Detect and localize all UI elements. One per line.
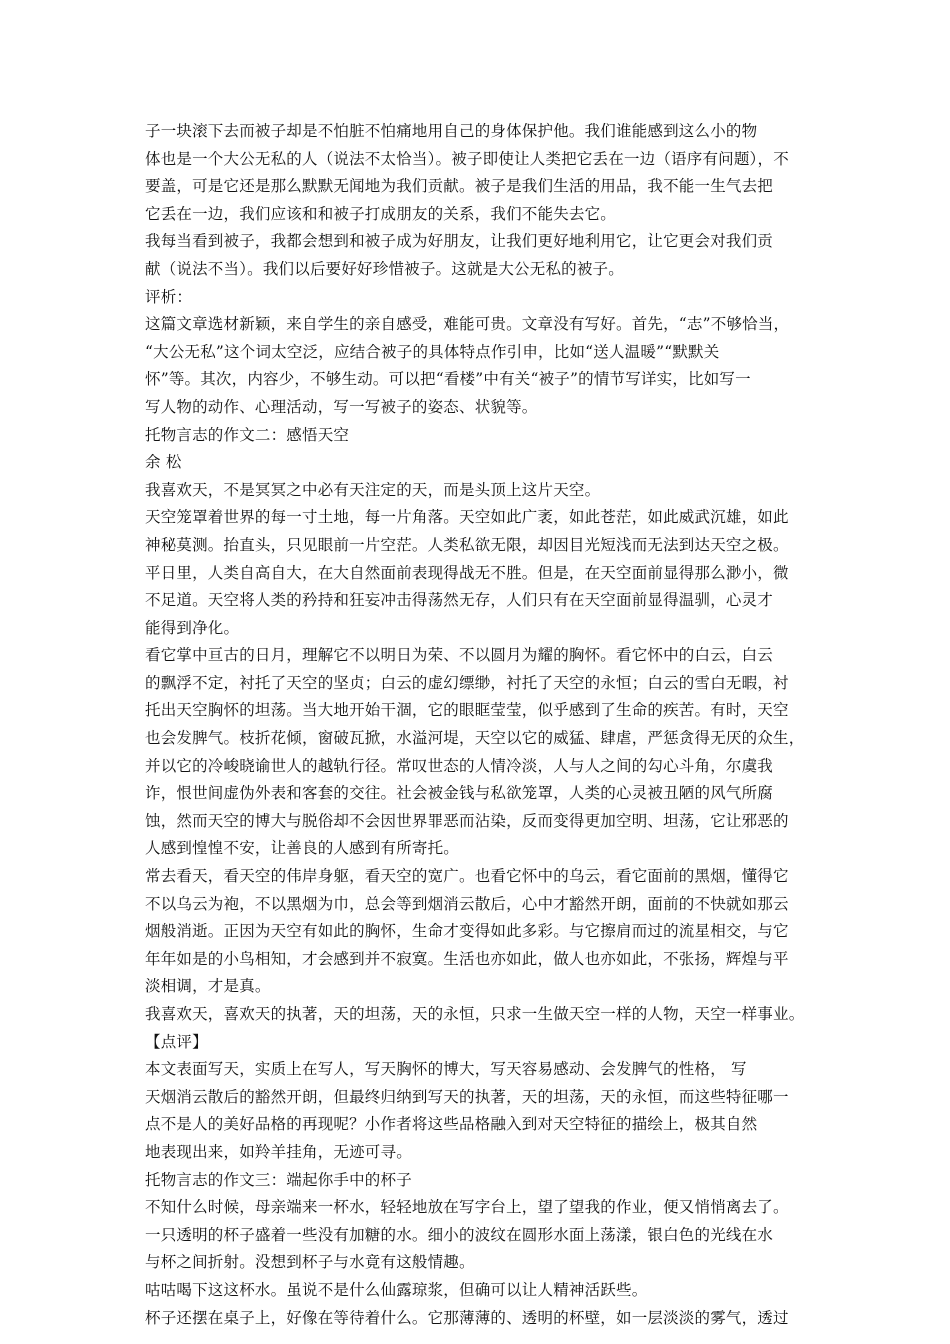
text-line: 杯子还摆在桌子上，好像在等待着什么。它那薄薄的、透明的杯壁，如一层淡淡的雾气，透过 — [145, 1308, 789, 1327]
text-line: 的飘浮不定，衬托了天空的坚贞；白云的虚幻缥缈，衬托了天空的永恒；白云的雪白无暇，衬 — [145, 673, 789, 692]
text-line: 烟般消逝。正因为天空有如此的胸怀，生命才变得如此多彩。与它擦肩而过的流星相交，与它 — [145, 922, 789, 941]
text-line: 年年如是的小鸟相知，才会感到并不寂寞。生活也亦如此，做人也亦如此，不张扬，辉煌与平 — [145, 949, 789, 968]
essay-title: 托物言志的作文三：端起你手中的杯子 — [145, 1170, 412, 1189]
section-heading: 【点评】 — [145, 1032, 208, 1051]
essay-author: 余 松 — [145, 453, 182, 472]
text-line: 点不是人的美好品格的再现呢？小作者将这些品格融入到对天空特征的描绘上，极其自然 — [145, 1115, 758, 1134]
text-line: 我每当看到被子，我都会想到和被子成为好朋友，让我们更好地利用它，让它更会对我们贡 — [145, 232, 774, 251]
text-line: 这篇文章选材新颖，来自学生的亲自感受，难能可贵。文章没有写好。首先，“志”不够恰当， — [145, 315, 790, 334]
text-line: 体也是一个大公无私的人（说法不太恰当）。被子即使让人类把它丢在一边（语序有问题），不 — [145, 149, 789, 168]
text-line: 咕咕喝下这这杯水。虽说不是什么仙露琼浆，但确可以让人精神活跃些。 — [145, 1280, 648, 1299]
text-line: 不知什么时候，母亲端来一杯水，轻轻地放在写字台上，望了望我的作业，便又悄悄离去了。 — [145, 1198, 789, 1217]
text-line: 地表现出来，如羚羊挂角，无迹可寻。 — [145, 1142, 412, 1161]
text-line: 托出天空胸怀的坦荡。当大地开始干涸，它的眼眶莹莹，似乎感到了生命的疾苦。有时，天空 — [145, 701, 789, 720]
text-line: 不以乌云为袍，不以黑烟为巾，总会等到烟消云散后，心中才豁然开朗，面前的不快就如那云 — [145, 894, 789, 913]
section-heading: 评析： — [145, 287, 193, 306]
text-line: 本文表面写天，实质上在写人，写天胸怀的博大，写天容易感动、会发脾气的性格， 写 — [145, 1060, 747, 1079]
text-line: 写人物的动作、心理活动，写一写被子的姿态、状貌等。 — [145, 397, 538, 416]
text-line: “大公无私”这个词太空泛，应结合被子的具体特点作引申，比如“送人温暖”“默默关 — [145, 342, 720, 361]
text-line: 诈，恨世间虚伪外表和客套的交往。社会被金钱与私欲笼罩，人类的心灵被丑陋的风气所腐 — [145, 784, 774, 803]
text-line: 神秘莫测。抬直头，只见眼前一片空茫。人类私欲无限，却因目光短浅而无法到达天空之极。 — [145, 535, 789, 554]
text-line: 也会发脾气。枝折花倾，窗破瓦掀，水溢河堤，天空以它的威猛、肆虐，严惩贪得无厌的众生， — [145, 729, 805, 748]
text-line: 要盖，可是它还是那么默默无闻地为我们贡献。被子是我们生活的用品，我不能一生气去把 — [145, 177, 774, 196]
text-line: 人感到惶惶不安，让善良的人感到有所寄托。 — [145, 839, 460, 858]
text-line: 天空笼罩着世界的每一寸土地，每一片角落。天空如此广袤，如此苍茫，如此威武沉雄，如此 — [145, 508, 789, 527]
text-line: 天烟消云散后的豁然开朗，但最终归纳到写天的执著，天的坦荡，天的永恒，而这些特征哪一 — [145, 1087, 789, 1106]
text-line: 与杯之间折射。没想到杯子与水竟有这般情趣。 — [145, 1253, 475, 1272]
text-line: 我喜欢天，喜欢天的执著，天的坦荡，天的永恒，只求一生做天空一样的人物，天空一样事业。 — [145, 1005, 805, 1023]
text-line: 一只透明的杯子盛着一些没有加糖的水。细小的波纹在圆形水面上荡漾，银白色的光线在水 — [145, 1225, 774, 1244]
document-body — [145, 118, 825, 1332]
text-line: 看它掌中亘古的日月，理解它不以明日为荣、不以圆月为耀的胸怀。看它怀中的白云，白云 — [145, 646, 774, 665]
text-line: 平日里，人类自高自大，在大自然面前表现得战无不胜。但是，在天空面前显得那么渺小，微 — [145, 563, 789, 582]
text-line: 蚀，然而天空的博大与脱俗却不会因世界罪恶而沾染，反而变得更加空明、坦荡，它让邪恶的 — [145, 811, 789, 830]
text-line: 淡相调，才是真。 — [145, 977, 271, 996]
text-line: 不足道。天空将人类的矜持和狂妄冲击得荡然无存，人们只有在天空面前显得温驯，心灵才 — [145, 591, 774, 610]
text-line: 它丢在一边，我们应该和和被子打成朋友的关系，我们不能失去它。 — [145, 204, 617, 223]
text-line: 子一块滚下去而被子却是不怕脏不怕痛地用自己的身体保护他。我们谁能感到这么小的物 — [145, 122, 758, 140]
text-line: 怀”等。其次，内容少，不够生动。可以把“看楼”中有关“被子”的情节写详实，比如写一 — [145, 370, 751, 389]
text-line: 献（说法不当）。我们以后要好好珍惜被子。这就是大公无私的被子。 — [145, 259, 624, 278]
text-line: 并以它的冷峻晓谕世人的越轨行径。常叹世态的人情冷淡，人与人之间的勾心斗角，尔虞我 — [145, 756, 774, 775]
essay-title: 托物言志的作文二：感悟天空 — [145, 425, 350, 444]
text-line: 常去看天，看天空的伟岸身躯，看天空的宽广。也看它怀中的乌云，看它面前的黑烟，懂得它 — [145, 867, 789, 886]
text-line: 我喜欢天，不是冥冥之中必有天注定的天，而是头顶上这片天空。 — [145, 480, 601, 499]
text-line: 能得到净化。 — [145, 618, 240, 637]
